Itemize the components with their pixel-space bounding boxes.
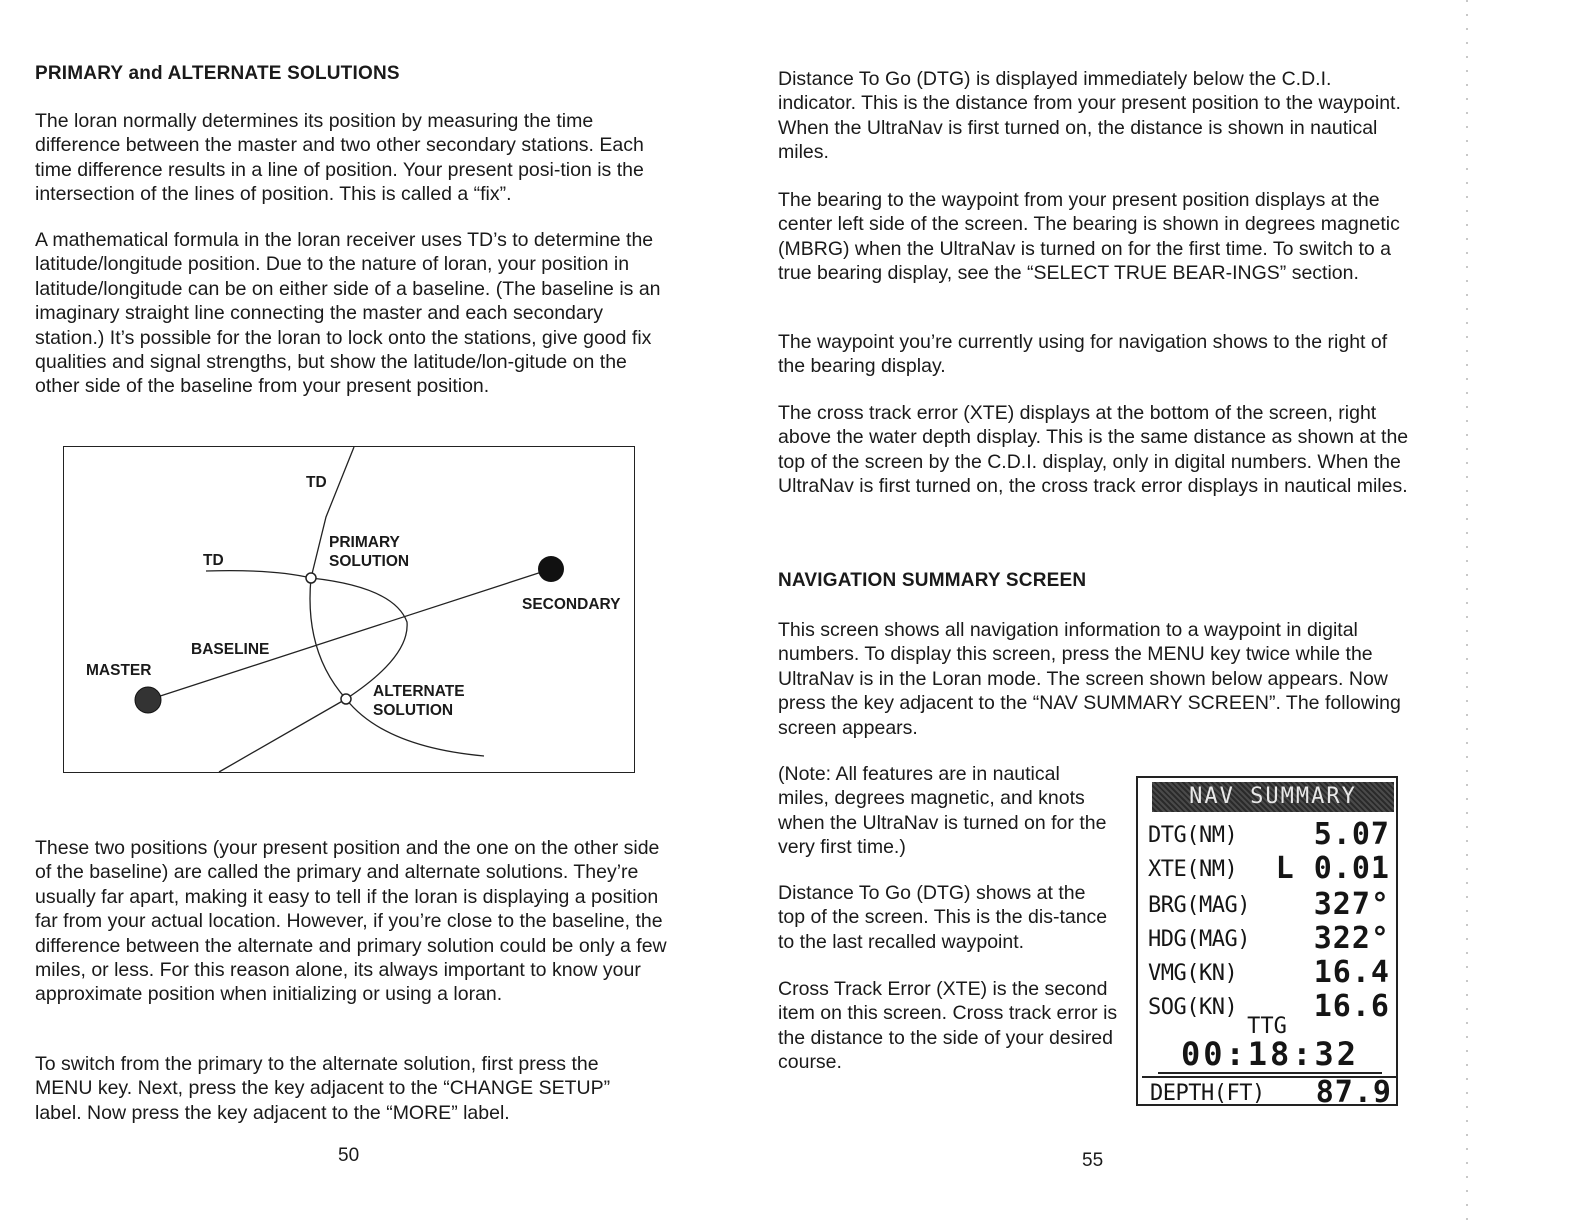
- paragraph-switch: To switch from the primary to the alternate solution, first press the MENU key. Next, press the key adjacent to the “CHANGE SETUP” label. Now press the key adjacent to the “MORE” label.: [35, 1053, 611, 1124]
- nav-summary-lcd-screen: [1136, 776, 1398, 1110]
- lcd-label: HDG(MAG): [1148, 927, 1250, 952]
- lcd-value: 322°: [1313, 921, 1390, 956]
- baseline-label: BASELINE: [191, 641, 270, 658]
- lcd-value: L 0.01: [1275, 851, 1390, 886]
- lcd-label: SOG(KN): [1148, 995, 1238, 1020]
- lcd-value: 5.07: [1313, 817, 1390, 852]
- page-number: 55: [1082, 1150, 1104, 1171]
- lcd-row-depth: [1142, 1076, 1396, 1108]
- lcd-label: BRG(MAG): [1148, 893, 1250, 918]
- td-label-left: TD: [203, 552, 224, 569]
- lcd-title: NAV SUMMARY: [1152, 782, 1394, 812]
- paragraph-formula: A mathematical formula in the loran receiver uses TD’s to determine the latitude/longitude position. Due to the nature of loran, your position in latitude/longitude can be on either side of a baseline. (The baseline is an imaginary straight line connecting the master and each secondary station.) It’s possible for the loran to lock onto the stations, give good fix qualities and signal strengths, but show the latitude/lon-gitude on the other side of the baseline from your present position.: [35, 229, 661, 398]
- page-edge-dots: [1466, 0, 1468, 1222]
- secondary-label: SECONDARY: [522, 596, 621, 613]
- alternate-solution-label: ALTERNATE SOLUTION: [373, 683, 465, 719]
- paragraph-dtg-screen: Distance To Go (DTG) shows at the top of the screen. This is the dis-tance to the last recalled waypoint.: [778, 882, 1108, 953]
- section-heading: PRIMARY and ALTERNATE SOLUTIONS: [35, 63, 400, 84]
- lcd-value: 16.6: [1313, 989, 1390, 1024]
- lcd-row-dtg: [1148, 816, 1390, 852]
- lcd-row-xte: [1148, 850, 1390, 886]
- lcd-value: 16.4: [1313, 955, 1390, 990]
- lcd-label: VMG(KN): [1148, 961, 1238, 986]
- paragraph-xte: The cross track error (XTE) displays at the bottom of the screen, right above the water depth display. This is the same distance as shown at the top of the screen by the C.D.I. display, only in digital numbers. When the UltraNav is first turned on, the cross track error displays in nautical miles.: [778, 402, 1409, 498]
- nav-summary-heading: NAVIGATION SUMMARY SCREEN: [778, 570, 1087, 591]
- master-label: MASTER: [86, 662, 152, 679]
- paragraph-intro: The loran normally determines its position by measuring the time difference between the master and two other secondary stations. Each time difference results in a line of position. Your present posi-tion is the intersection of the lines of position. This is called a “fix”.: [35, 110, 644, 206]
- td-label-top: TD: [306, 474, 327, 491]
- lcd-row-brg: [1148, 886, 1390, 922]
- paragraph-solutions: These two positions (your present position and the one on the other side of the baseline) are called the primary and alternate solutions. They’re usually far apart, making it easy to tell if the loran is displaying a position far from your actual location. However, if you’re close to the baseline, the difference between the alternate and primary solution could be only a few miles, or less. For this reason alone, its always important to know your approximate position when initializing or using a loran.: [35, 837, 667, 1006]
- paragraph-note: (Note: All features are in nautical miles, degrees magnetic, and knots when the UltraNav is turned on for the very first time.): [778, 763, 1107, 859]
- lcd-value: 327°: [1313, 887, 1390, 922]
- lcd-ttg-label: TTG: [1247, 1014, 1287, 1039]
- paragraph-waypoint: The waypoint you’re currently using for navigation shows to the right of the bearing display.: [778, 331, 1388, 378]
- lcd-row-vmg: [1148, 954, 1390, 990]
- lcd-ttg-value: 00:18:32: [1158, 1036, 1382, 1074]
- page-number: 50: [338, 1145, 360, 1166]
- primary-solution-label: PRIMARY SOLUTION: [329, 534, 410, 570]
- lcd-label: DTG(NM): [1148, 823, 1238, 848]
- paragraph-xte-screen: Cross Track Error (XTE) is the second item on this screen. Cross track error is the distance to the side of your desired course.: [778, 978, 1118, 1074]
- lcd-label: XTE(NM): [1148, 857, 1238, 882]
- lcd-label: DEPTH(FT): [1150, 1081, 1265, 1106]
- paragraph-nav-summary: This screen shows all navigation information to a waypoint in digital numbers. To display this screen, press the MENU key twice while the UltraNav is in the Loran mode. The screen shown below appears. Now press the key adjacent to the “NAV SUMMARY SCREEN”. The following screen appears.: [778, 619, 1401, 739]
- lcd-value: 87.9: [1315, 1075, 1392, 1110]
- paragraph-dtg: Distance To Go (DTG) is displayed immediately below the C.D.I. indicator. This is the distance from your present position to the waypoint. When the UltraNav is first turned on, the distance is shown in nautical miles.: [778, 68, 1401, 164]
- paragraph-bearing: The bearing to the waypoint from your present position displays at the center left side of the screen. The bearing is shown in degrees magnetic (MBRG) when the UltraNav is turned on for the first time. To switch to a true bearing display, see the “SELECT TRUE BEAR-INGS” section.: [778, 189, 1400, 285]
- lcd-row-hdg: [1148, 920, 1390, 956]
